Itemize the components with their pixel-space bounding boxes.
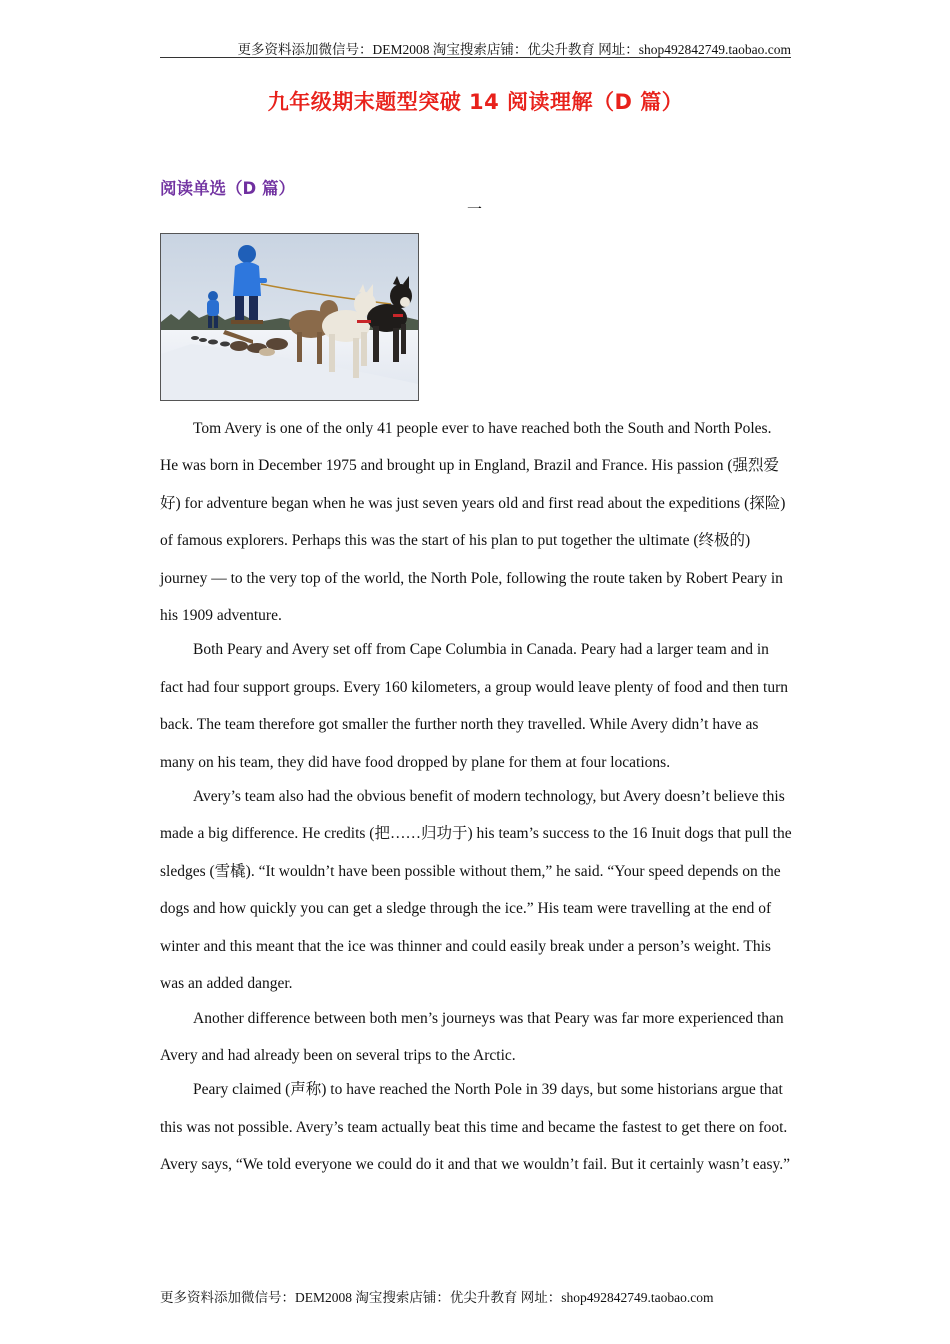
reading-passage: [160, 410, 792, 1181]
sled-dog-photo: [160, 233, 419, 401]
header-divider: [160, 57, 791, 58]
section-heading: 阅读单选（D 篇）: [160, 179, 295, 198]
paragraph: Avery’s team also had the obvious benefit of modern technology, but Avery doesn’t believe this made a big difference. He credits (把……归功于) his team’s success to the 16 Inuit dogs that pull the sledges (雪橇). “It wouldn’t have been possible without them,” he said. “Your speed depends on the dogs and how quickly you can get a sledge through the ice.” His team were travelling at the end of winter and this meant that the ice was thinner and could easily break under a person’s weight. This was an added danger.: [160, 788, 792, 993]
document-title: 九年级期末题型突破 14 阅读理解（D 篇）: [267, 90, 684, 114]
passage-number: 一: [467, 202, 483, 218]
paragraph: Both Peary and Avery set off from Cape Columbia in Canada. Peary had a larger team and in fact had four support groups. Every 160 kilometers, a group would leave plenty of food and then turn back. The team therefore got smaller the further north they travelled. While Avery didn’t have as many on his team, they did have food dropped by plane for them at four locations.: [160, 641, 789, 771]
paragraph: Peary claimed (声称) to have reached the North Pole in 39 days, but some historians argue that this was not possible. Avery’s team actually beat this time and became the fastest to get there on foot. Avery says, “We told everyone we could do it and that we wouldn’t fail. But it certainly wasn’t easy.”: [160, 1081, 791, 1174]
paragraph: Another difference between both men’s journeys was that Peary was far more experienced than Avery and had already been on several trips to the Arctic.: [160, 1009, 784, 1064]
page-footer: 更多资料添加微信号：DEM2008 淘宝搜索店铺：优尖升教育 网址：shop492842749.taobao.com: [160, 1290, 714, 1305]
paragraph: Tom Avery is one of the only 41 people ever to have reached both the South and North Poles. He was born in December 1975 and brought up in England, Brazil and France. His passion (强烈爱好) for adventure began when he was just seven years old and first read about the expeditions (探险) of famous explorers. Perhaps this was the start of his plan to put together the ultimate (终极的) journey — to the very top of the world, the North Pole, following the route taken by Robert Peary in his 1909 adventure.: [160, 420, 786, 625]
page-header: 更多资料添加微信号：DEM2008 淘宝搜索店铺：优尖升教育 网址：shop492842749.taobao.com: [237, 42, 791, 57]
